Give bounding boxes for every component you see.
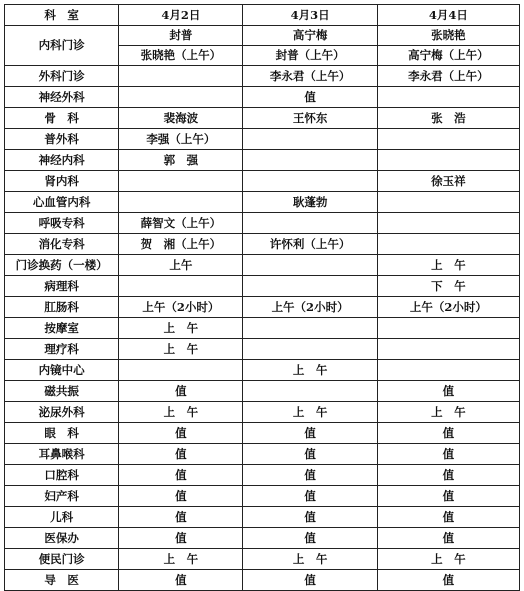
- schedule-cell: 上午: [119, 255, 243, 276]
- schedule-cell: [243, 171, 377, 192]
- schedule-cell: 李永君（上午）: [243, 66, 377, 87]
- schedule-cell: [377, 360, 519, 381]
- table-row: [5, 339, 520, 360]
- schedule-cell: 上午（2小时）: [243, 297, 377, 318]
- schedule-cell: [243, 276, 377, 297]
- department-cell: 门诊换药（一楼）: [5, 255, 119, 276]
- schedule-cell: 值: [377, 570, 519, 591]
- schedule-cell: [377, 129, 519, 150]
- schedule-cell: 徐玉祥: [377, 171, 519, 192]
- schedule-cell: 张 浩: [377, 108, 519, 129]
- schedule-cell: 上 午: [119, 549, 243, 570]
- schedule-cell: 值: [119, 507, 243, 528]
- schedule-cell: 值: [243, 507, 377, 528]
- table-row: [5, 507, 520, 528]
- schedule-cell: 裴海波: [119, 108, 243, 129]
- table-row: [5, 297, 520, 318]
- schedule-cell: 上 午: [119, 402, 243, 423]
- schedule-cell: 值: [243, 444, 377, 465]
- table-row: [5, 192, 520, 213]
- table-row: [5, 108, 520, 129]
- schedule-cell: 值: [377, 465, 519, 486]
- schedule-cell: 许怀利（上午）: [243, 234, 377, 255]
- schedule-cell: 上 午: [119, 318, 243, 339]
- schedule-cell: 薛智文（上午）: [119, 213, 243, 234]
- schedule-cell: 值: [119, 465, 243, 486]
- schedule-cell: [377, 26, 519, 66]
- department-cell: 肛肠科: [5, 297, 119, 318]
- table-row: [5, 213, 520, 234]
- schedule-cell: [119, 360, 243, 381]
- holiday-schedule-table: [4, 4, 520, 591]
- table-row: [5, 26, 520, 66]
- table-row: [5, 570, 520, 591]
- schedule-cell: [377, 339, 519, 360]
- schedule-cell: 上午（2小时）: [377, 297, 519, 318]
- table-row: [5, 528, 520, 549]
- table-row: [5, 465, 520, 486]
- header-cell-date: 4月2日: [119, 5, 243, 26]
- schedule-entry: 封普（上午）: [243, 45, 376, 65]
- schedule-cell: [243, 213, 377, 234]
- schedule-cell: 值: [119, 423, 243, 444]
- schedule-cell: 值: [377, 444, 519, 465]
- header-cell-department: 科 室: [5, 5, 119, 26]
- schedule-cell: 上 午: [119, 339, 243, 360]
- table-row: [5, 87, 520, 108]
- table-row: [5, 444, 520, 465]
- schedule-cell: 郭 强: [119, 150, 243, 171]
- schedule-cell: 上午（2小时）: [119, 297, 243, 318]
- schedule-cell: 值: [243, 486, 377, 507]
- schedule-cell: 下 午: [377, 276, 519, 297]
- schedule-cell: [119, 171, 243, 192]
- schedule-cell: [119, 276, 243, 297]
- department-cell: 神经外科: [5, 87, 119, 108]
- schedule-cell: [377, 213, 519, 234]
- schedule-cell: [119, 192, 243, 213]
- table-row: [5, 150, 520, 171]
- department-cell: 眼 科: [5, 423, 119, 444]
- schedule-cell: 上 午: [243, 360, 377, 381]
- schedule-cell: [119, 26, 243, 66]
- schedule-cell: 值: [119, 486, 243, 507]
- department-cell: 导 医: [5, 570, 119, 591]
- schedule-cell: 上 午: [377, 549, 519, 570]
- schedule-entry: 高宁梅（上午）: [378, 45, 519, 65]
- schedule-cell: 值: [377, 507, 519, 528]
- schedule-cell: [243, 381, 377, 402]
- schedule-cell: 值: [377, 423, 519, 444]
- schedule-cell: 值: [243, 87, 377, 108]
- department-cell: 医保办: [5, 528, 119, 549]
- department-cell: 心血管内科: [5, 192, 119, 213]
- table-row: [5, 171, 520, 192]
- schedule-cell: 值: [243, 570, 377, 591]
- department-cell: 骨 科: [5, 108, 119, 129]
- schedule-cell: 上 午: [243, 402, 377, 423]
- department-cell: 耳鼻喉科: [5, 444, 119, 465]
- header-cell-date: 4月4日: [377, 5, 519, 26]
- schedule-cell: 贺 湘（上午）: [119, 234, 243, 255]
- schedule-cell: [243, 26, 377, 66]
- schedule-cell: [243, 318, 377, 339]
- schedule-container: [4, 4, 520, 591]
- schedule-cell: 李强（上午）: [119, 129, 243, 150]
- schedule-cell: 值: [243, 465, 377, 486]
- department-cell: 内科门诊: [5, 26, 119, 66]
- department-cell: 泌尿外科: [5, 402, 119, 423]
- table-row: [5, 381, 520, 402]
- schedule-cell: 王怀东: [243, 108, 377, 129]
- schedule-cell: [377, 318, 519, 339]
- department-cell: 理疗科: [5, 339, 119, 360]
- schedule-cell: [119, 87, 243, 108]
- department-cell: 儿科: [5, 507, 119, 528]
- schedule-cell: [377, 150, 519, 171]
- schedule-cell: 值: [119, 381, 243, 402]
- department-cell: 病理科: [5, 276, 119, 297]
- table-row: [5, 549, 520, 570]
- department-cell: 外科门诊: [5, 66, 119, 87]
- schedule-entry: 张晓艳（上午）: [119, 45, 242, 65]
- schedule-cell: [243, 129, 377, 150]
- schedule-entry: 封普: [169, 28, 193, 42]
- table-row: [5, 66, 520, 87]
- schedule-cell: [377, 87, 519, 108]
- table-row: [5, 360, 520, 381]
- schedule-cell: 值: [377, 486, 519, 507]
- schedule-cell: 值: [243, 528, 377, 549]
- table-row: [5, 129, 520, 150]
- schedule-cell: [119, 66, 243, 87]
- table-row: [5, 276, 520, 297]
- schedule-cell: 值: [377, 528, 519, 549]
- schedule-cell: [243, 150, 377, 171]
- table-row: [5, 255, 520, 276]
- schedule-cell: 上 午: [377, 255, 519, 276]
- table-row: [5, 423, 520, 444]
- department-cell: 按摩室: [5, 318, 119, 339]
- schedule-cell: 值: [119, 528, 243, 549]
- header-cell-date: 4月3日: [243, 5, 377, 26]
- schedule-cell: 上 午: [377, 402, 519, 423]
- schedule-cell: 值: [377, 381, 519, 402]
- department-cell: 口腔科: [5, 465, 119, 486]
- schedule-entry: 高宁梅: [292, 28, 328, 42]
- schedule-cell: [243, 255, 377, 276]
- department-cell: 妇产科: [5, 486, 119, 507]
- schedule-cell: [377, 234, 519, 255]
- department-cell: 呼吸专科: [5, 213, 119, 234]
- header-row: [5, 5, 520, 26]
- table-row: [5, 402, 520, 423]
- department-cell: 普外科: [5, 129, 119, 150]
- department-cell: 肾内科: [5, 171, 119, 192]
- department-cell: 磁共振: [5, 381, 119, 402]
- schedule-cell: 李永君（上午）: [377, 66, 519, 87]
- schedule-cell: 值: [119, 444, 243, 465]
- schedule-cell: [377, 192, 519, 213]
- schedule-cell: 耿蓬勃: [243, 192, 377, 213]
- department-cell: 消化专科: [5, 234, 119, 255]
- department-cell: 神经内科: [5, 150, 119, 171]
- schedule-cell: 上 午: [243, 549, 377, 570]
- table-row: [5, 486, 520, 507]
- table-row: [5, 234, 520, 255]
- schedule-entry: 张晓艳: [431, 28, 466, 42]
- schedule-cell: [243, 339, 377, 360]
- schedule-cell: 值: [119, 570, 243, 591]
- department-cell: 便民门诊: [5, 549, 119, 570]
- schedule-cell: 值: [243, 423, 377, 444]
- department-cell: 内镜中心: [5, 360, 119, 381]
- table-row: [5, 318, 520, 339]
